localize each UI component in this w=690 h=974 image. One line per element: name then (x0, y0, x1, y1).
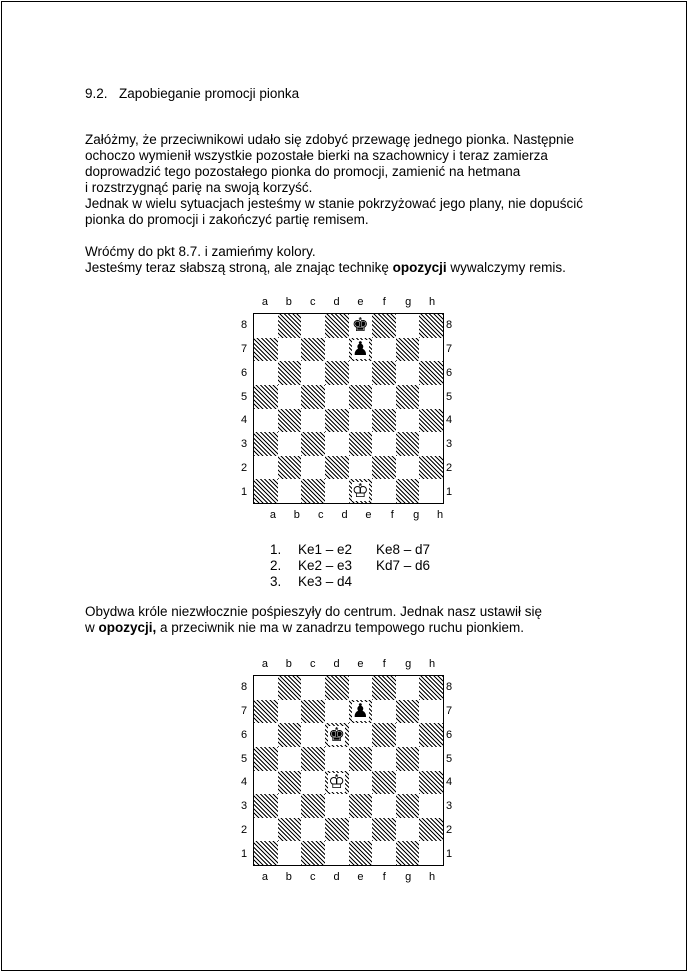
square-a5 (254, 747, 278, 771)
square-b2 (278, 456, 302, 480)
section-heading (85, 86, 299, 102)
opposition-paragraph (85, 244, 566, 276)
black-pawn-icon: ♟ (351, 337, 369, 360)
bold-term: opozycji (392, 260, 447, 275)
rank-labels-right (443, 675, 455, 866)
file-label: h (429, 658, 436, 670)
text-line: Załóżmy, że przeciwnikowi udało się zdobyć przewagę jednego pionka. Następnie (85, 132, 575, 147)
text-span: a przeciwnik nie ma w zanadrzu tempowego ruchu pionkiem. (156, 620, 524, 635)
square-b6 (278, 723, 302, 747)
move-number: 1. (270, 542, 282, 557)
square-d7 (325, 700, 349, 724)
square-a3 (254, 794, 278, 818)
square-h3 (419, 794, 443, 818)
file-label: c (309, 296, 316, 308)
file-label: f (382, 871, 386, 883)
rank-label: 4 (445, 414, 453, 427)
white-king-icon: ♔ (328, 770, 346, 793)
file-label: d (341, 509, 348, 521)
square-d8 (325, 314, 349, 338)
black-king-icon: ♚ (328, 723, 346, 746)
square-c3 (301, 794, 325, 818)
rank-label: 3 (445, 800, 453, 813)
square-a4 (254, 409, 278, 433)
square-g5 (396, 747, 420, 771)
text-line (85, 620, 542, 636)
square-h2 (419, 818, 443, 842)
file-label: g (413, 509, 420, 521)
square-e3 (349, 432, 373, 456)
square-e8 (349, 314, 373, 338)
rank-labels-left (238, 675, 250, 866)
square-b1 (278, 841, 302, 865)
black-king-icon (349, 314, 373, 338)
square-c6 (301, 723, 325, 747)
white-king-icon (349, 479, 373, 503)
square-g6 (396, 723, 420, 747)
file-label: h (437, 509, 444, 521)
square-b3 (278, 432, 302, 456)
square-g8 (396, 676, 420, 700)
square-a6 (254, 361, 278, 385)
file-label: f (382, 658, 386, 670)
square-d6 (325, 361, 349, 385)
square-f3 (372, 432, 396, 456)
square-g6 (396, 361, 420, 385)
intro-paragraph (85, 132, 583, 228)
square-f8 (372, 314, 396, 338)
file-labels-top (253, 295, 444, 309)
square-f3 (372, 794, 396, 818)
rank-label: 6 (240, 366, 248, 379)
square-g1 (396, 841, 420, 865)
square-f8 (372, 676, 396, 700)
result-paragraph (85, 604, 542, 636)
text-line: i rozstrzygnąć parię na swoją korzyść. (85, 180, 313, 195)
rank-label: 5 (445, 390, 453, 403)
square-f5 (372, 385, 396, 409)
square-f6 (372, 723, 396, 747)
square-b5 (278, 385, 302, 409)
square-e5 (349, 385, 373, 409)
square-f5 (372, 747, 396, 771)
file-label: g (405, 296, 412, 308)
file-label: c (309, 658, 316, 670)
section-number: 9.2. (85, 86, 108, 101)
square-e6 (349, 723, 373, 747)
square-d5 (325, 385, 349, 409)
square-d3 (325, 794, 349, 818)
square-g8 (396, 314, 420, 338)
rank-label: 3 (240, 800, 248, 813)
text-line: pionka do promocji i zakończyć partię remisem. (85, 212, 369, 227)
rank-label: 1 (240, 848, 248, 861)
square-c6 (301, 361, 325, 385)
square-a1 (254, 841, 278, 865)
square-g5 (396, 385, 420, 409)
move-row (270, 574, 430, 590)
rank-label: 1 (445, 848, 453, 861)
file-label: b (285, 658, 292, 670)
chessboard (253, 313, 444, 504)
move-row (270, 558, 430, 574)
square-c1 (301, 479, 325, 503)
square-b2 (278, 818, 302, 842)
square-b5 (278, 747, 302, 771)
square-h1 (419, 479, 443, 503)
move-number: 2. (270, 558, 282, 573)
square-h4 (419, 409, 443, 433)
square-c7 (301, 338, 325, 362)
square-e4 (349, 771, 373, 795)
square-c7 (301, 700, 325, 724)
square-g2 (396, 456, 420, 480)
square-d1 (325, 479, 349, 503)
square-b4 (278, 771, 302, 795)
black-king-icon: ♚ (351, 314, 369, 337)
square-a3 (254, 432, 278, 456)
rank-label: 2 (445, 824, 453, 837)
square-f4 (372, 409, 396, 433)
file-label: h (429, 871, 436, 883)
file-label: e (357, 296, 364, 308)
square-d1 (325, 841, 349, 865)
file-label: f (390, 509, 394, 521)
rank-label: 5 (445, 752, 453, 765)
white-move: Ke1 – e2 (298, 542, 353, 557)
square-d4 (325, 409, 349, 433)
square-a8 (254, 676, 278, 700)
text-span: w (85, 620, 99, 635)
square-h7 (419, 338, 443, 362)
move-list (270, 542, 430, 590)
file-label: g (405, 658, 412, 670)
text-line (85, 260, 566, 276)
square-f2 (372, 456, 396, 480)
file-label: b (293, 509, 300, 521)
square-g3 (396, 794, 420, 818)
square-c1 (301, 841, 325, 865)
black-king-icon (325, 723, 349, 747)
square-b1 (278, 479, 302, 503)
file-label: a (261, 296, 268, 308)
square-f4 (372, 771, 396, 795)
rank-label: 2 (445, 462, 453, 475)
rank-label: 7 (445, 704, 453, 717)
square-d2 (325, 456, 349, 480)
square-h5 (419, 747, 443, 771)
rank-label: 8 (240, 680, 248, 693)
square-f2 (372, 818, 396, 842)
square-e2 (349, 818, 373, 842)
square-f6 (372, 361, 396, 385)
rank-labels-right (443, 313, 455, 504)
square-c8 (301, 314, 325, 338)
rank-label: 6 (445, 728, 453, 741)
square-a2 (254, 818, 278, 842)
chessboard (253, 675, 444, 866)
square-e7 (349, 700, 373, 724)
square-h4 (419, 771, 443, 795)
text-line: Obydwa króle niezwłocznie pośpieszyły do centrum. Jednak nasz ustawił się (85, 604, 542, 619)
square-g4 (396, 771, 420, 795)
square-b7 (278, 700, 302, 724)
file-label: g (405, 871, 412, 883)
square-d5 (325, 747, 349, 771)
square-g1 (396, 479, 420, 503)
square-b8 (278, 676, 302, 700)
square-b4 (278, 409, 302, 433)
square-g7 (396, 700, 420, 724)
square-f7 (372, 700, 396, 724)
file-labels-top (253, 657, 444, 671)
document-page (1, 1, 687, 971)
square-a4 (254, 771, 278, 795)
square-f1 (372, 479, 396, 503)
file-label: d (333, 658, 340, 670)
file-label: a (261, 871, 268, 883)
square-b7 (278, 338, 302, 362)
square-d3 (325, 432, 349, 456)
file-label: d (333, 871, 340, 883)
move-number: 3. (270, 574, 282, 589)
square-g7 (396, 338, 420, 362)
black-move: Kd7 – d6 (376, 558, 431, 573)
square-h5 (419, 385, 443, 409)
text-span: Jesteśmy teraz słabszą stroną, ale znając technikę (85, 260, 393, 275)
square-g4 (396, 409, 420, 433)
rank-label: 4 (240, 414, 248, 427)
rank-label: 5 (240, 752, 248, 765)
text-line: doprowadzić tego pozostałego pionka do promocji, zamienić na hetmana (85, 164, 521, 179)
square-e1 (349, 479, 373, 503)
file-label: e (357, 658, 364, 670)
rank-label: 1 (240, 486, 248, 499)
rank-label: 7 (240, 342, 248, 355)
file-label: b (285, 871, 292, 883)
text-line: ochoczo wymienił wszystkie pozostałe bierki na szachownicy i teraz zamierza (85, 148, 548, 163)
square-c4 (301, 771, 325, 795)
square-a2 (254, 456, 278, 480)
file-label: e (357, 871, 364, 883)
square-e7 (349, 338, 373, 362)
file-labels-bottom (253, 870, 444, 884)
white-move: Ke2 – e3 (298, 558, 353, 573)
square-d4 (325, 771, 349, 795)
file-label: c (309, 871, 316, 883)
square-f1 (372, 841, 396, 865)
square-d6 (325, 723, 349, 747)
square-a7 (254, 338, 278, 362)
bold-term: opozycji, (98, 620, 157, 635)
file-label: a (269, 509, 276, 521)
square-h3 (419, 432, 443, 456)
square-e1 (349, 841, 373, 865)
rank-label: 2 (240, 462, 248, 475)
section-title: Zapobieganie promocji pionka (119, 86, 300, 101)
white-move: Ke3 – d4 (298, 574, 353, 589)
square-c5 (301, 385, 325, 409)
square-c5 (301, 747, 325, 771)
square-a1 (254, 479, 278, 503)
square-a8 (254, 314, 278, 338)
file-label: e (365, 509, 372, 521)
white-king-icon: ♔ (351, 479, 369, 502)
square-h2 (419, 456, 443, 480)
square-c2 (301, 456, 325, 480)
square-h8 (419, 314, 443, 338)
text-line: Jednak w wielu sytuacjach jesteśmy w stanie pokrzyżować jego plany, nie dopuścić (85, 196, 583, 211)
square-c2 (301, 818, 325, 842)
rank-label: 1 (445, 486, 453, 499)
square-f7 (372, 338, 396, 362)
rank-label: 3 (445, 438, 453, 451)
text-span: wywalczymy remis. (446, 260, 566, 275)
rank-label: 4 (240, 776, 248, 789)
move-row (270, 542, 430, 558)
square-e5 (349, 747, 373, 771)
file-label: f (382, 296, 386, 308)
square-d7 (325, 338, 349, 362)
square-e8 (349, 676, 373, 700)
rank-label: 5 (240, 390, 248, 403)
square-g2 (396, 818, 420, 842)
square-c4 (301, 409, 325, 433)
black-move: Ke8 – d7 (376, 542, 431, 557)
square-c3 (301, 432, 325, 456)
square-g3 (396, 432, 420, 456)
square-e6 (349, 361, 373, 385)
text-line: Wróćmy do pkt 8.7. i zamieńmy kolory. (85, 244, 316, 259)
square-e2 (349, 456, 373, 480)
file-label: c (317, 509, 324, 521)
black-pawn-icon: ♟ (351, 699, 369, 722)
rank-label: 8 (445, 680, 453, 693)
square-h8 (419, 676, 443, 700)
square-d8 (325, 676, 349, 700)
square-c8 (301, 676, 325, 700)
file-label: h (429, 296, 436, 308)
rank-label: 3 (240, 438, 248, 451)
rank-label: 2 (240, 824, 248, 837)
rank-labels-left (238, 313, 250, 504)
rank-label: 4 (445, 776, 453, 789)
square-h6 (419, 723, 443, 747)
file-label: b (285, 296, 292, 308)
square-b8 (278, 314, 302, 338)
square-h6 (419, 361, 443, 385)
square-e3 (349, 794, 373, 818)
square-d2 (325, 818, 349, 842)
square-e4 (349, 409, 373, 433)
square-a7 (254, 700, 278, 724)
rank-label: 7 (445, 342, 453, 355)
white-king-icon (325, 771, 349, 795)
square-h7 (419, 700, 443, 724)
rank-label: 7 (240, 704, 248, 717)
square-b3 (278, 794, 302, 818)
square-h1 (419, 841, 443, 865)
file-label: a (261, 658, 268, 670)
square-a5 (254, 385, 278, 409)
rank-label: 6 (445, 366, 453, 379)
file-labels-bottom (261, 508, 452, 522)
black-pawn-icon (349, 700, 373, 724)
rank-label: 6 (240, 728, 248, 741)
black-pawn-icon (349, 338, 373, 362)
file-label: d (333, 296, 340, 308)
square-a6 (254, 723, 278, 747)
rank-label: 8 (445, 318, 453, 331)
rank-label: 8 (240, 318, 248, 331)
square-b6 (278, 361, 302, 385)
